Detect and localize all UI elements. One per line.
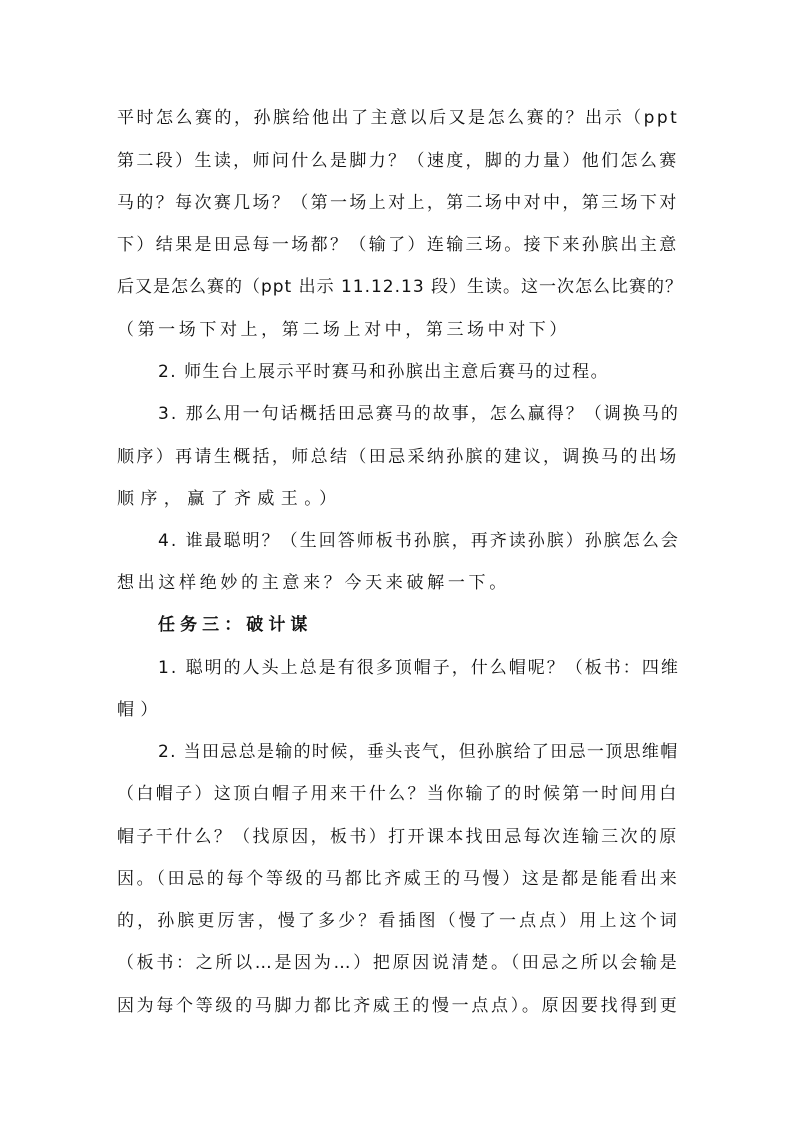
text-line-14: 1. 聪明的人头上总是有很多顶帽子，什么帽呢？（板书：四维 bbox=[158, 658, 680, 678]
text-line-10: 顺序，赢了齐威王。） bbox=[117, 489, 343, 509]
text-line-18: 帽子干什么？（找原因，板书）打开课本找田忌每次连输三次的原 bbox=[117, 827, 679, 847]
text-line-16: 2. 当田忌总是输的时候，垂头丧气，但孙膑给了田忌一顶思维帽 bbox=[158, 742, 679, 762]
text-line-4: 下）结果是田忌每一场都？（输了）连输三场。接下来孙膑出主意 bbox=[117, 235, 679, 255]
section-heading: 任务三：破计谋 bbox=[158, 615, 313, 635]
text-line-11: 4. 谁最聪明？（生回答师板书孙膑，再齐读孙膑）孙膑怎么会 bbox=[158, 531, 680, 551]
text-line-9: 顺序）再请生概括，师总结（田忌采纳孙膑的建议，调换马的出场 bbox=[117, 447, 679, 467]
text-line-20: 的，孙膑更厉害，慢了多少？看插图（慢了一点点）用上这个词 bbox=[117, 911, 680, 931]
text-line-12: 想出这样绝妙的主意来？今天来破解一下。 bbox=[117, 573, 510, 593]
text-line-22: 因为每个等级的马脚力都比齐威王的慢一点点）。原因要找得到更 bbox=[117, 996, 680, 1016]
text-line-3: 马的？每次赛几场？（第一场上对上，第二场中对中，第三场下对 bbox=[117, 193, 679, 213]
text-line-2: 第二段）生读，师问什么是脚力？（速度，脚的力量）他们怎么赛 bbox=[117, 151, 679, 171]
text-line-21: （板书：之所以…是因为…）把原因说清楚。（田忌之所以会输是 bbox=[117, 953, 680, 973]
text-line-19: 因。（田忌的每个等级的马都比齐威王的马慢）这是都是能看出来 bbox=[117, 869, 680, 889]
text-line-7: 2. 师生台上展示平时赛马和孙膑出主意后赛马的过程。 bbox=[158, 362, 610, 382]
text-line-17: （白帽子）这顶白帽子用来干什么？当你输了的时候第一时间用白 bbox=[117, 784, 679, 804]
text-line-1: 平时怎么赛的，孙膑给他出了主意以后又是怎么赛的？出示（ppt bbox=[117, 108, 680, 128]
text-line-8: 3. 那么用一句话概括田忌赛马的故事，怎么赢得？（调换马的 bbox=[158, 404, 680, 424]
text-line-15: 帽） bbox=[117, 700, 164, 720]
text-line-5: 后又是怎么赛的（ppt 出示 11.12.13 段）生读。这一次怎么比赛的？ bbox=[117, 277, 683, 297]
text-line-6: （第一场下对上，第二场上对中，第三场中对下） bbox=[117, 320, 570, 340]
